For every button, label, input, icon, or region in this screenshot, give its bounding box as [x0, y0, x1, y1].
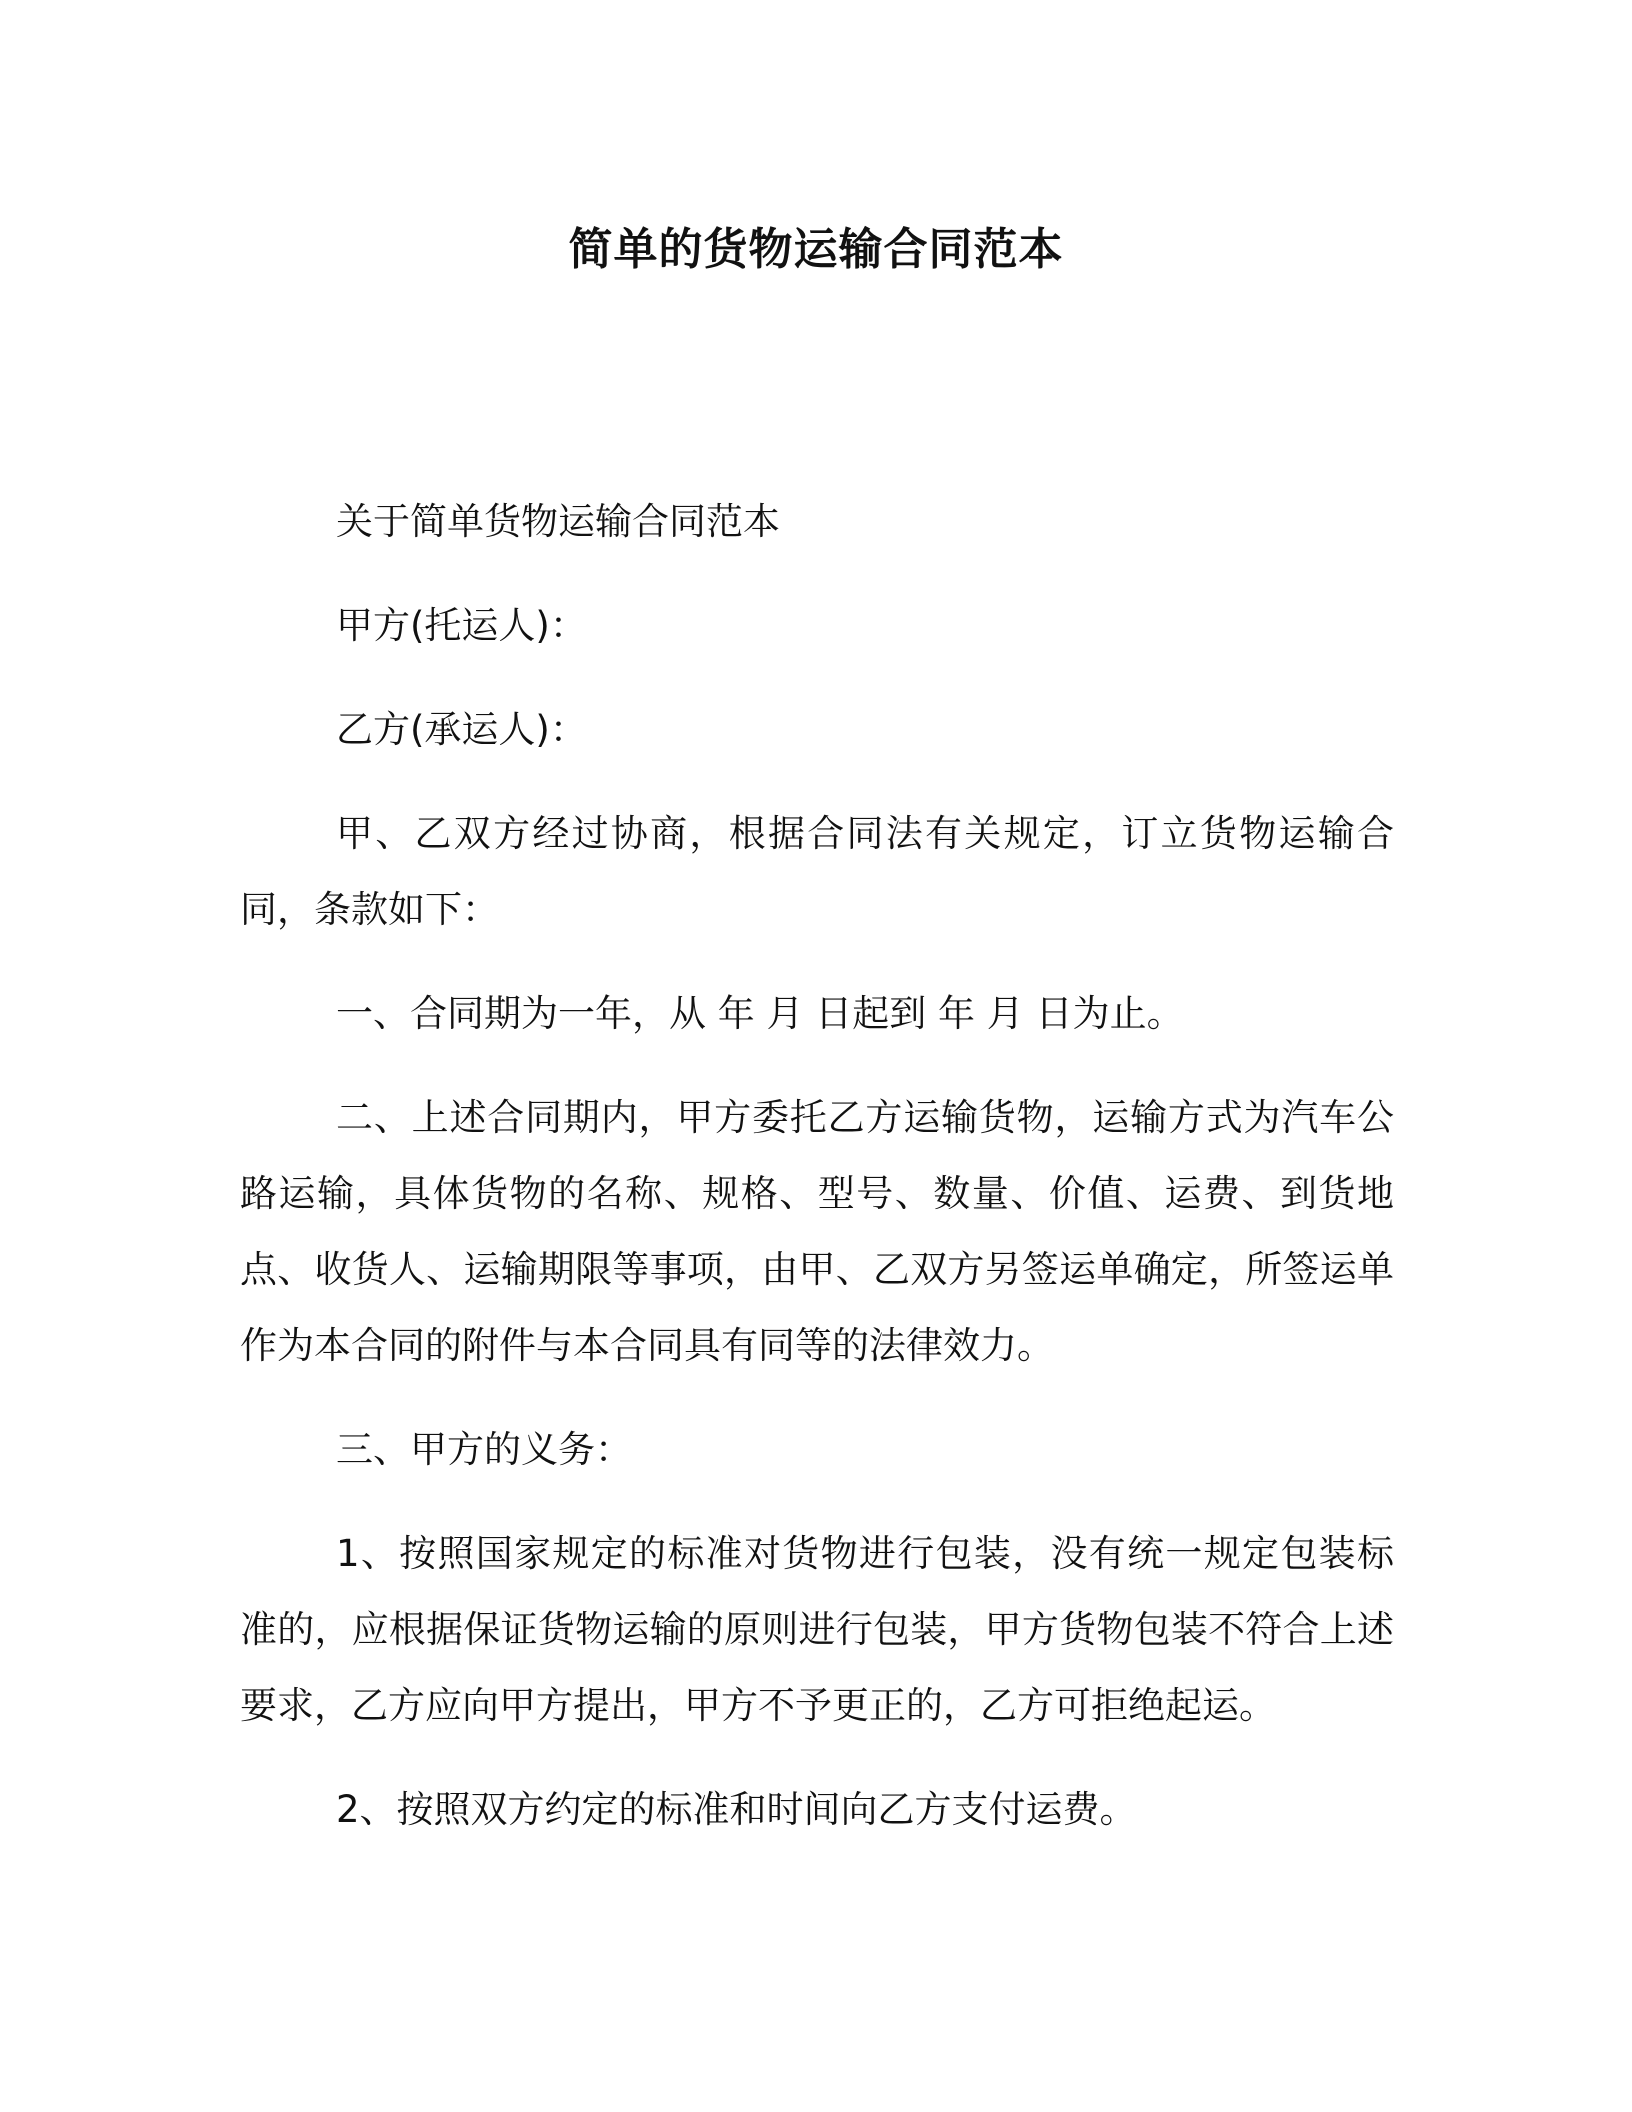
paragraph-clause-2: 二、上述合同期内，甲方委托乙方运输货物，运输方式为汽车公路运输，具体货物的名称、规格、型号、数量、价值、运费、到货地点、收货人、运输期限等事项，由甲、乙双方另签运单确定，所签运单作为本合同的附件与本合同具有同等的法律效力。	[240, 1096, 1394, 1367]
document-title: 简单的货物运输合同范本	[568, 224, 1064, 275]
paragraph-party-a: 甲方(托运人)：	[336, 604, 587, 647]
paragraph-clause-3-heading: 三、甲方的义务：	[336, 1428, 632, 1471]
paragraph-preamble: 甲、乙双方经过协商，根据合同法有关规定，订立货物运输合同，条款如下：	[240, 812, 1394, 931]
paragraph-party-b: 乙方(承运人)：	[336, 708, 587, 751]
paragraph-subtitle: 关于简单货物运输合同范本	[336, 500, 780, 543]
document-body	[240, 484, 1394, 1876]
paragraph-clause-3-item-1: 1、按照国家规定的标准对货物进行包装，没有统一规定包装标准的，应根据保证货物运输的原则进行包装，甲方货物包装不符合上述要求，乙方应向甲方提出，甲方不予更正的，乙方可拒绝起运。	[240, 1532, 1394, 1727]
paragraph-clause-3-item-2: 2、按照双方约定的标准和时间向乙方支付运费。	[336, 1788, 1137, 1831]
paragraph-clause-1: 一、合同期为一年，从 年 月 日起到 年 月 日为止。	[336, 992, 1184, 1035]
